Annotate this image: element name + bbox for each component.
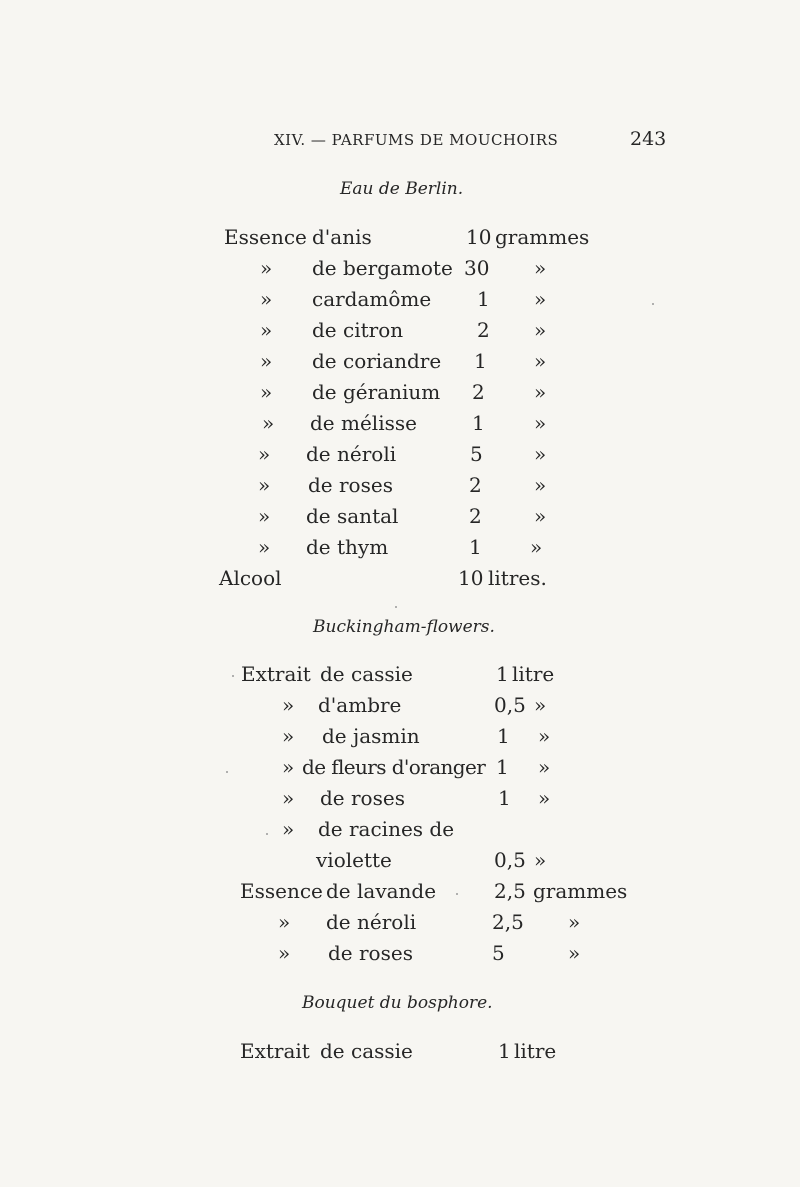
section-title-bouquet-du-bosphore: Bouquet du bosphore. [302,993,493,1013]
unit: grammes [533,879,628,903]
quantity: 10 [458,566,484,590]
quantity: 5 [470,442,483,466]
unit: » [534,693,547,717]
ditto-mark: » [260,256,273,280]
ditto-mark: » [278,941,291,965]
unit: » [534,256,547,280]
quantity: 1 [497,724,510,748]
ditto-mark: » [258,504,271,528]
ditto-mark: » [260,349,273,373]
unit: » [534,848,547,872]
ingredient-name: d'anis [312,225,372,249]
ingredient-name: de mélisse [310,411,417,435]
unit: » [534,380,547,404]
print-speck [456,893,458,895]
section-title-buckingham-flowers: Buckingham-flowers. [313,617,495,637]
ingredient-name: de racines de [318,817,455,841]
print-speck [232,675,234,677]
quantity: 1 [496,755,509,779]
ditto-mark: » [258,473,271,497]
running-header: XIV. — PARFUMS DE MOUCHOIRS [274,131,559,149]
unit: » [534,411,547,435]
unit: » [534,473,547,497]
quantity: 1 [498,1039,511,1063]
ingredient-name: de néroli [306,442,397,466]
unit: litres. [488,566,547,590]
unit: » [538,724,551,748]
ditto-mark: » [262,411,275,435]
ingredient-name: de lavande [326,879,437,903]
quantity: 1 [469,535,482,559]
ditto-mark: » [282,786,295,810]
ditto-mark: » [258,442,271,466]
quantity: 2 [469,473,482,497]
quantity: 2,5 [494,879,526,903]
ingredient-name: de néroli [326,910,417,934]
print-speck [226,771,228,773]
ingredient-label: Essence [224,225,307,249]
unit: » [530,535,543,559]
quantity: 1 [477,287,490,311]
print-speck [652,303,654,305]
unit: » [534,287,547,311]
section-title-eau-de-berlin: Eau de Berlin. [340,179,464,199]
ingredient-name: de cassie [320,1039,413,1063]
unit: » [568,941,581,965]
unit: grammes [495,225,590,249]
ingredient-name: de coriandre [312,349,442,373]
quantity: 2 [477,318,490,342]
ingredient-label: Essence [240,879,323,903]
print-speck [395,606,397,608]
ingredient-name: de géranium [312,380,441,404]
ingredient-name: cardamôme [312,287,432,311]
quantity: 0,5 [494,848,526,872]
ingredient-name: violette [316,848,392,872]
unit: » [534,349,547,373]
ingredient-name: de fleurs d'oranger [302,755,486,779]
quantity: 2,5 [492,910,524,934]
quantity: 1 [498,786,511,810]
unit: » [538,755,551,779]
quantity: 10 [466,225,492,249]
quantity: 5 [492,941,505,965]
quantity: 1 [472,411,485,435]
ingredient-name: de roses [308,473,393,497]
ingredient-name: de jasmin [322,724,420,748]
ingredient-name: de santal [306,504,399,528]
ditto-mark: » [282,755,295,779]
ingredient-name: de thym [306,535,389,559]
ditto-mark: » [278,910,291,934]
unit: » [534,504,547,528]
ingredient-name: de roses [328,941,413,965]
ingredient-name: d'ambre [318,693,402,717]
unit: » [534,442,547,466]
ingredient-name: de cassie [320,662,413,686]
ditto-mark: » [282,724,295,748]
ditto-mark: » [260,287,273,311]
quantity: 30 [464,256,490,280]
quantity: 2 [472,380,485,404]
quantity: 1 [496,662,509,686]
ingredient-label: Extrait [241,662,311,686]
ditto-mark: » [260,380,273,404]
ingredient-name: de citron [312,318,404,342]
ingredient-name: de roses [320,786,405,810]
ditto-mark: » [260,318,273,342]
ditto-mark: » [282,817,295,841]
ditto-mark: » [282,693,295,717]
ingredient-label: Extrait [240,1039,310,1063]
quantity: 1 [474,349,487,373]
quantity: 0,5 [494,693,526,717]
print-speck [266,833,268,835]
unit: » [538,786,551,810]
unit: » [568,910,581,934]
unit: litre [512,662,555,686]
ingredient-label: Alcool [219,566,282,590]
quantity: 2 [469,504,482,528]
ditto-mark: » [258,535,271,559]
page-number: 243 [630,128,667,150]
unit: » [534,318,547,342]
unit: litre [514,1039,557,1063]
ingredient-name: de bergamote [312,256,453,280]
